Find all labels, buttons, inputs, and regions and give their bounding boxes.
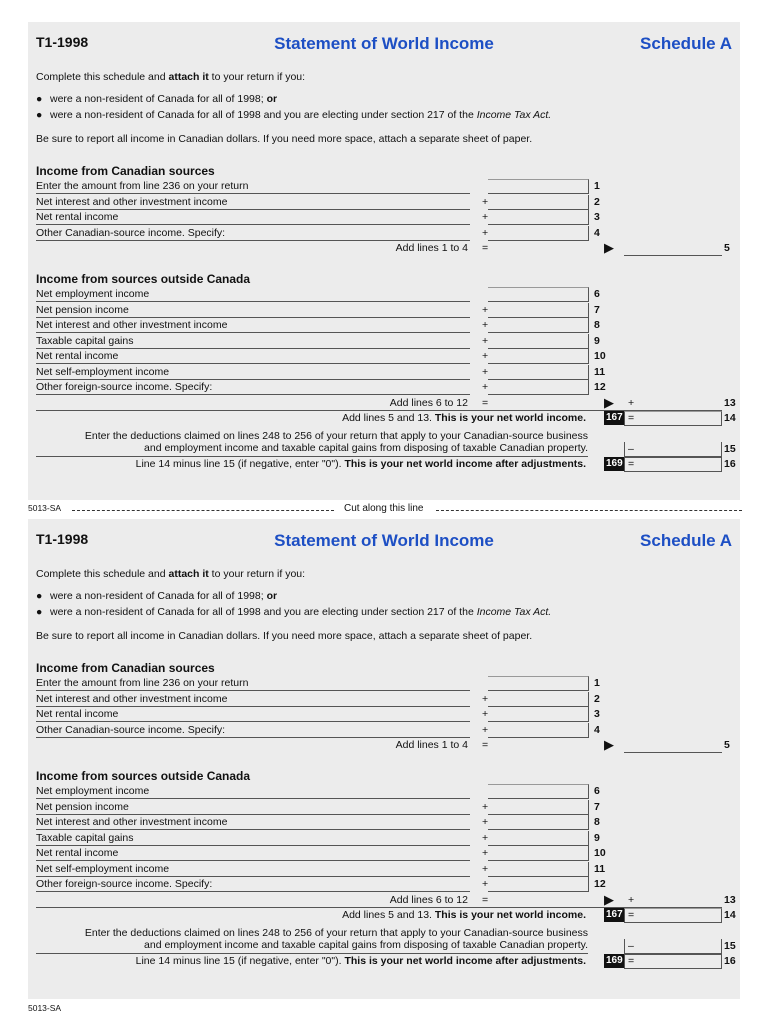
amount-input[interactable] [624,442,722,457]
line-number: 10 [594,847,606,859]
cut-line [0,503,770,517]
currency-note: Be sure to report all income in Canadian dollars. If you need more space, attach a separate sheet of paper. [36,133,533,145]
form-header [36,34,732,54]
line-label: Net self-employment income [36,862,470,877]
form-title: Statement of World Income [274,34,494,53]
schedule-label: Schedule A [640,531,732,550]
line-number: 2 [594,692,600,705]
line-number: 8 [594,816,600,828]
world-label-bold: This is your net world income. [434,412,586,424]
amount-input[interactable] [488,877,589,892]
amount-input[interactable] [488,676,589,691]
foreign-total-line [36,893,736,908]
line-operator: + [628,893,635,906]
line-operator: + [482,211,489,223]
line-label: Net rental income [36,707,470,722]
income-line [36,334,736,349]
amount-input[interactable] [488,831,589,846]
line-label: Net pension income [36,303,470,318]
bullet-item [36,606,551,618]
line-number: 12 [594,381,606,393]
line-number: 14 [724,412,736,424]
amount-input[interactable] [488,334,589,349]
amount-input[interactable] [624,738,722,753]
line-label: Net interest and other investment income [36,195,470,210]
line-code-badge: 169 [606,955,623,966]
schedule-label: Schedule A [640,34,732,53]
income-line [36,707,736,722]
amount-input[interactable] [488,707,589,722]
line-number: 1 [594,180,600,192]
income-line [36,318,736,333]
line-label: Other Canadian-source income. Specify: [36,723,470,738]
intro-suffix: to your return if you: [208,71,306,83]
income-line [36,831,736,846]
bullet1-text: were a non-resident of Canada for all of 1998; [50,93,267,105]
income-line [36,226,736,241]
line-operator: + [482,334,489,347]
form-title: Statement of World Income [274,531,494,550]
adjusted-label-bold: This is your net world income after adjustments. [344,458,586,470]
total-label: Add lines 1 to 4 [395,242,468,254]
income-line [36,815,736,830]
line-number: 9 [594,831,600,844]
line-operator: + [482,816,489,828]
form-id-top: 5013-SA [28,503,62,513]
line-label: Net employment income [36,287,470,302]
line-operator: = [482,893,489,906]
amount-input[interactable] [624,411,722,426]
amount-input[interactable] [488,210,589,225]
income-line [36,846,736,861]
line-number: 6 [594,785,600,797]
intro-suffix: to your return if you: [208,568,306,580]
deduction-line2: and employment income and taxable capital gains from disposing of taxable Canadian property. [144,442,588,454]
line-number: 15 [724,940,736,952]
canadian-section-title: Income from Canadian sources [36,164,215,178]
bullet-item [36,109,551,121]
line-operator: = [482,396,489,409]
intro-bold: attach it [168,71,209,83]
arrow-right-icon: ▶ [604,891,614,907]
line-label: Taxable capital gains [36,831,470,846]
world-label-prefix: Add lines 5 and 13. [342,412,435,424]
total-label: Add lines 6 to 12 [389,396,468,409]
bullet-icon: ● [36,93,43,105]
line-code-badge: 167 [606,412,623,423]
intro-text [36,71,305,83]
line-label: Enter the amount from line 236 on your return [36,179,470,194]
amount-input[interactable] [488,815,589,830]
adjusted-label-prefix: Line 14 minus line 15 (if negative, enter "0"). [135,955,345,967]
line-code-badge: 169 [606,458,623,469]
line-number: 3 [594,211,600,223]
line-label: Other foreign-source income. Specify: [36,877,470,892]
line-operator: + [482,195,489,208]
foreign-section-title: Income from sources outside Canada [36,769,251,783]
line-operator: = [482,739,489,751]
adjusted-income-line [36,954,736,969]
amount-input[interactable] [488,179,589,194]
line-number: 5 [724,242,730,254]
income-line [36,365,736,380]
income-line [36,692,736,707]
line-operator: = [628,909,635,921]
deduction-line1: Enter the deductions claimed on lines 248 to 256 of your return that apply to your Canadian-source business [84,430,588,442]
amount-input[interactable] [488,862,589,877]
bullet2-italic: Income Tax Act. [476,606,552,618]
income-line [36,287,736,302]
line-operator: – [628,940,634,952]
amount-input[interactable] [624,457,722,472]
line-label: Net rental income [36,210,470,225]
line-number: 8 [594,319,600,331]
adjusted-label [36,457,588,472]
amount-input[interactable] [488,846,589,861]
intro-text [36,568,305,580]
line-number: 4 [594,226,600,239]
amount-input[interactable] [624,893,722,908]
bullet-item [36,93,277,105]
deduction-line2: and employment income and taxable capital gains from disposing of taxable Canadian property. [144,939,588,951]
income-line [36,349,736,364]
line-operator: + [482,365,489,378]
line-number: 7 [594,800,600,813]
line-number: 5 [724,739,730,751]
amount-input[interactable] [488,692,589,707]
income-line [36,784,736,799]
adjusted-label [36,954,588,969]
line-number: 7 [594,303,600,316]
amount-input[interactable] [488,303,589,318]
bullet1-text: were a non-resident of Canada for all of 1998; [50,590,267,602]
deduction-line [36,442,736,457]
canadian-total-line [36,241,736,256]
line-label: Net interest and other investment income [36,815,470,830]
line-number: 1 [594,677,600,689]
world-label [36,908,588,923]
income-line [36,862,736,877]
form-header [36,531,732,551]
intro-prefix: Complete this schedule and [36,71,169,83]
schedule-a-form-top [28,22,740,500]
net-world-income-line [36,908,736,923]
line-operator: + [628,396,635,409]
line-operator: + [482,878,489,890]
world-label-bold: This is your net world income. [434,909,586,921]
bullet1-bold: or [266,93,278,105]
line-operator: – [628,443,634,455]
line-number: 11 [594,365,606,378]
amount-input[interactable] [488,800,589,815]
line-number: 3 [594,708,600,720]
amount-input[interactable] [624,908,722,923]
income-line [36,303,736,318]
line-label: Enter the amount from line 236 on your return [36,676,470,691]
form-code: T1-1998 [36,531,89,547]
amount-input[interactable] [624,939,722,954]
line-label: Taxable capital gains [36,334,470,349]
line-operator: + [482,350,489,362]
form-code: T1-1998 [36,34,89,50]
amount-input[interactable] [488,380,589,395]
line-label: Net pension income [36,800,470,815]
line-number: 9 [594,334,600,347]
line-operator: + [482,226,489,239]
line-operator: + [482,692,489,705]
foreign-total-line [36,396,736,411]
bullet1-bold: or [266,590,278,602]
line-operator: + [482,381,489,393]
canadian-total-line [36,738,736,753]
currency-note: Be sure to report all income in Canadian dollars. If you need more space, attach a separate sheet of paper. [36,630,533,642]
adjusted-income-line [36,457,736,472]
line-number: 13 [724,893,736,906]
income-line [36,195,736,210]
income-line [36,179,736,194]
line-code-badge: 167 [606,909,623,920]
amount-input[interactable] [488,226,589,241]
line-number: 4 [594,723,600,736]
intro-prefix: Complete this schedule and [36,568,169,580]
line-operator: + [482,847,489,859]
line-operator: + [482,831,489,844]
amount-input[interactable] [488,318,589,333]
cut-dash-left [72,510,334,511]
line-operator: = [628,412,635,424]
intro-bold: attach it [168,568,209,580]
adjusted-label-bold: This is your net world income after adjustments. [344,955,586,967]
income-line [36,210,736,225]
line-label: Other foreign-source income. Specify: [36,380,470,395]
line-label: Net interest and other investment income [36,692,470,707]
arrow-right-icon: ▶ [604,394,614,410]
line-label: Net rental income [36,846,470,861]
line-label: Net self-employment income [36,365,470,380]
amount-input[interactable] [624,241,722,256]
income-line [36,380,736,395]
amount-input[interactable] [624,954,722,969]
bullet-icon: ● [36,109,43,121]
total-label: Add lines 6 to 12 [389,893,468,906]
line-number: 16 [724,955,736,967]
bullet2-italic: Income Tax Act. [476,109,552,121]
canadian-section-title: Income from Canadian sources [36,661,215,675]
amount-input[interactable] [488,784,589,799]
line-operator: = [628,458,635,470]
line-number: 6 [594,288,600,300]
line-label: Other Canadian-source income. Specify: [36,226,470,241]
line-number: 11 [594,862,606,875]
income-line [36,723,736,738]
line-operator: + [482,862,489,875]
line-operator: = [628,955,635,967]
amount-input[interactable] [488,287,589,302]
line-operator: + [482,303,489,316]
line-number: 12 [594,878,606,890]
amount-input[interactable] [488,195,589,210]
line-operator: + [482,800,489,813]
amount-input[interactable] [624,396,722,411]
line-label: Net employment income [36,784,470,799]
line-number: 15 [724,443,736,455]
deduction-line1: Enter the deductions claimed on lines 248 to 256 of your return that apply to your Canadian-source business [84,927,588,939]
line-label: Net rental income [36,349,470,364]
amount-input[interactable] [488,723,589,738]
line-operator: + [482,319,489,331]
form-id-bottom: 5013-SA [28,1003,62,1013]
foreign-section-title: Income from sources outside Canada [36,272,251,286]
income-line [36,800,736,815]
bullet2-text: were a non-resident of Canada for all of 1998 and you are electing under section 217 of the [50,109,477,121]
bullet2-text: were a non-resident of Canada for all of 1998 and you are electing under section 217 of the [50,606,477,618]
line-label: Net interest and other investment income [36,318,470,333]
line-number: 2 [594,195,600,208]
line-operator: + [482,708,489,720]
net-world-income-line [36,411,736,426]
cut-line-text: Cut along this line [340,503,428,514]
total-label: Add lines 1 to 4 [395,739,468,751]
line-number: 16 [724,458,736,470]
line-number: 14 [724,909,736,921]
bullet-icon: ● [36,606,43,618]
line-number: 10 [594,350,606,362]
deduction-line [36,939,736,954]
line-operator: + [482,723,489,736]
arrow-right-icon: ▶ [604,240,614,255]
world-label [36,411,588,426]
bullet-item [36,590,277,602]
amount-input[interactable] [488,349,589,364]
bullet-icon: ● [36,590,43,602]
income-line [36,676,736,691]
adjusted-label-prefix: Line 14 minus line 15 (if negative, enter "0"). [135,458,345,470]
amount-input[interactable] [488,365,589,380]
arrow-right-icon: ▶ [604,737,614,752]
cut-dash-right [436,510,742,511]
line-operator: = [482,242,489,254]
schedule-a-form-bottom [28,519,740,999]
line-number: 13 [724,396,736,409]
income-line [36,877,736,892]
world-label-prefix: Add lines 5 and 13. [342,909,435,921]
